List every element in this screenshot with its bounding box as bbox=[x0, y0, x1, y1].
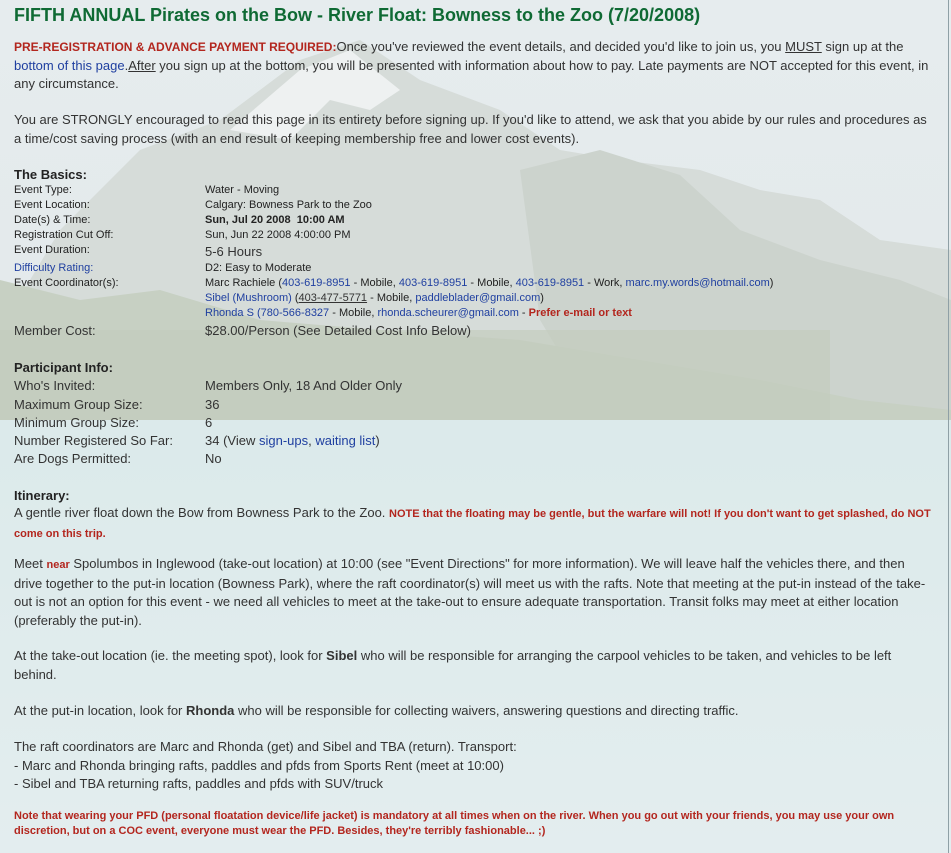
invited-label: Who's Invited: bbox=[14, 378, 96, 393]
mobile-text: - Mobile, bbox=[367, 292, 416, 304]
coordinator-1-name: Marc Rachiele bbox=[205, 277, 276, 289]
near-emphasis: near bbox=[46, 559, 70, 571]
coordinator-1-phone-2[interactable]: 403-619-8951 bbox=[398, 277, 468, 289]
cutoff-value: Sun, Jun 22 2008 4:00:00 PM bbox=[205, 229, 351, 241]
datetime-label: Date(s) & Time: bbox=[14, 214, 91, 226]
pfd-note: Note that wearing your PFD (personal floatation device/life jacket) is mandatory at all times when on the river. When you go out with your friends, you may use your own discretion, but on a COC event, everyone must wear the PFD. Besides, they're terribly fashionable... ;) bbox=[14, 810, 895, 837]
min-group-label: Minimum Group Size: bbox=[14, 415, 139, 430]
prereg-text-2: sign up at the bbox=[821, 39, 904, 54]
mobile-text: - Mobile, bbox=[350, 277, 399, 289]
prereg-text: Once you've reviewed the event details, and decided you'd like to join us, you bbox=[336, 39, 786, 54]
duration-label: Event Duration: bbox=[14, 244, 90, 256]
dogs-label: Are Dogs Permitted: bbox=[14, 451, 132, 466]
coordinator-3: Rhonda S (780-566-8327 - Mobile, rhonda.scheurer@gmail.com - Prefer e-mail or text bbox=[205, 307, 632, 319]
basics-heading: The Basics: bbox=[14, 167, 87, 182]
itinerary-p3-text: At the take-out location (ie. the meeting spot), look for bbox=[14, 648, 327, 663]
coordinator-1-email[interactable]: marc.my.words@hotmail.com bbox=[625, 277, 770, 289]
itinerary-p2-text: Spolumbos in Inglewood (take-out location) at 10:00 (see "Event Directions" for more information). We will leave half the vehicles there, and then drive together to the put-in location (Bowness Park), where the raft coordinator(s) will meet us with the rafts. Note that meeting at the put-in instead of the take-out is not an option for this event - we need all vehicles to meet at the take-out to ensure adequate transportation. Transit folks may meet at either location (preferably the put-in). bbox=[14, 556, 926, 628]
must-text: MUST bbox=[785, 39, 822, 54]
registered-value: 34 (View sign-ups, waiting list) bbox=[205, 433, 380, 448]
coordinator-3-name[interactable]: Rhonda S bbox=[205, 307, 254, 319]
registered-label: Number Registered So Far: bbox=[14, 433, 173, 448]
coordinator-3-email[interactable]: rhonda.scheurer@gmail.com bbox=[377, 307, 519, 319]
mobile-text: - Mobile, bbox=[467, 277, 516, 289]
event-location-value: Calgary: Bowness Park to the Zoo bbox=[205, 199, 372, 211]
itinerary-p2 bbox=[14, 555, 934, 630]
difficulty-value: D2: Easy to Moderate bbox=[205, 262, 312, 274]
itinerary-p1-text: A gentle river float down the Bow from Bowness Park to the Zoo. bbox=[14, 505, 390, 520]
view-text: (View bbox=[219, 433, 259, 448]
max-group-value: 36 bbox=[205, 397, 220, 412]
intro-paragraph: You are STRONGLY encouraged to read this page in its entirety before signing up. If you'd like to attend, we ask that you abide by our rules and procedures as a time/cost saving process (with an end result of keeping membership free and lower cost events). bbox=[14, 112, 927, 146]
itinerary-p3-text-2: who will be responsible for arranging the carpool vehicles to be taken, and vehicles to be left behind. bbox=[14, 648, 892, 682]
prereg-text-3: . bbox=[124, 57, 129, 73]
waiting-list-link[interactable]: waiting list bbox=[315, 433, 376, 448]
itinerary-heading: Itinerary: bbox=[14, 488, 70, 503]
invited-value: Members Only, 18 And Older Only bbox=[205, 378, 403, 393]
member-cost-value: $28.00/Person (See Detailed Cost Info Below) bbox=[205, 323, 471, 338]
signups-link[interactable]: sign-ups bbox=[258, 433, 309, 448]
min-group-value: 6 bbox=[205, 415, 213, 430]
itinerary-p5 bbox=[14, 738, 934, 794]
meet-text: Meet bbox=[14, 556, 47, 571]
transport-line-3: - Sibel and TBA returning rafts, paddles and pfds with SUV/truck bbox=[14, 776, 384, 791]
prereg-paragraph bbox=[14, 38, 934, 94]
transport-line-2: - Marc and Rhonda bringing rafts, paddles and pfds from Sports Rent (meet at 10:00) bbox=[14, 757, 504, 773]
event-type-value: Water - Moving bbox=[205, 184, 280, 196]
page-title: FIFTH ANNUAL Pirates on the Bow - River Float: Bowness to the Zoo (7/20/2008) bbox=[14, 5, 701, 25]
difficulty-rating-link[interactable]: Difficulty Rating: bbox=[14, 262, 94, 274]
coordinator-3-phone[interactable]: (780-566-8327 bbox=[257, 307, 330, 319]
itinerary-warning: NOTE that the floating may be gentle, but the warfare will not! If you don't want to get splashed, do NOT come on this trip. bbox=[14, 508, 931, 540]
registered-count: 34 bbox=[205, 433, 220, 448]
coordinator-2: Sibel (Mushroom) (403-477-5771 - Mobile, paddleblader@gmail.com) bbox=[205, 292, 544, 304]
member-cost-label: Member Cost: bbox=[14, 323, 96, 338]
itinerary-p4 bbox=[14, 702, 934, 721]
coordinator-2-name[interactable]: Sibel (Mushroom) bbox=[205, 292, 292, 304]
rhonda-name: Rhonda bbox=[185, 703, 235, 718]
coordinator-1: Marc Rachiele (403-619-8951 - Mobile, 403-619-8951 - Mobile, 403-619-8951 - Work, marc.my.words@hotmail.com) bbox=[205, 277, 774, 289]
work-text: - Work, bbox=[584, 277, 626, 289]
prereg-text-4: you sign up at the bottom, you will be presented with information about how to pay. Late payments are NOT accepted for this event, in any circumstance. bbox=[14, 57, 929, 91]
event-location-label: Event Location: bbox=[14, 199, 90, 211]
itinerary-p4-text-2: who will be responsible for collecting waivers, answering questions and directing traffic. bbox=[234, 703, 739, 718]
prereg-label: PRE-REGISTRATION & ADVANCE PAYMENT REQUIRED: bbox=[14, 40, 337, 54]
dogs-value: No bbox=[205, 451, 222, 466]
coordinator-2-phone[interactable]: 403-477-5771 bbox=[298, 292, 368, 304]
itinerary-p1 bbox=[14, 504, 934, 543]
mobile-text: - Mobile, bbox=[329, 307, 378, 319]
coordinator-3-preference: Prefer e-mail or text bbox=[528, 307, 632, 319]
coordinator-1-phone-1[interactable]: 403-619-8951 bbox=[282, 277, 351, 289]
event-type-label: Event Type: bbox=[14, 184, 72, 196]
cutoff-label: Registration Cut Off: bbox=[14, 229, 114, 241]
coordinator-2-email[interactable]: paddleblader@gmail.com bbox=[415, 292, 541, 304]
sibel-name: Sibel bbox=[326, 648, 358, 663]
duration-value: 5-6 Hours bbox=[205, 244, 263, 259]
bottom-of-page-link[interactable]: bottom of this page bbox=[14, 57, 125, 73]
max-group-label: Maximum Group Size: bbox=[14, 397, 143, 412]
after-text: After bbox=[128, 57, 156, 73]
coordinator-1-phone-3[interactable]: 403-619-8951 bbox=[515, 277, 585, 289]
datetime-value: Sun, Jul 20 2008 10:00 AM bbox=[205, 214, 345, 226]
transport-line-1: The raft coordinators are Marc and Rhonda (get) and Sibel and TBA (return). Transport: bbox=[14, 739, 517, 754]
participant-heading: Participant Info: bbox=[14, 360, 113, 375]
coordinators-label: Event Coordinator(s): bbox=[14, 277, 119, 289]
itinerary-p3 bbox=[14, 647, 934, 684]
itinerary-p4-text: At the put-in location, look for bbox=[14, 703, 186, 718]
